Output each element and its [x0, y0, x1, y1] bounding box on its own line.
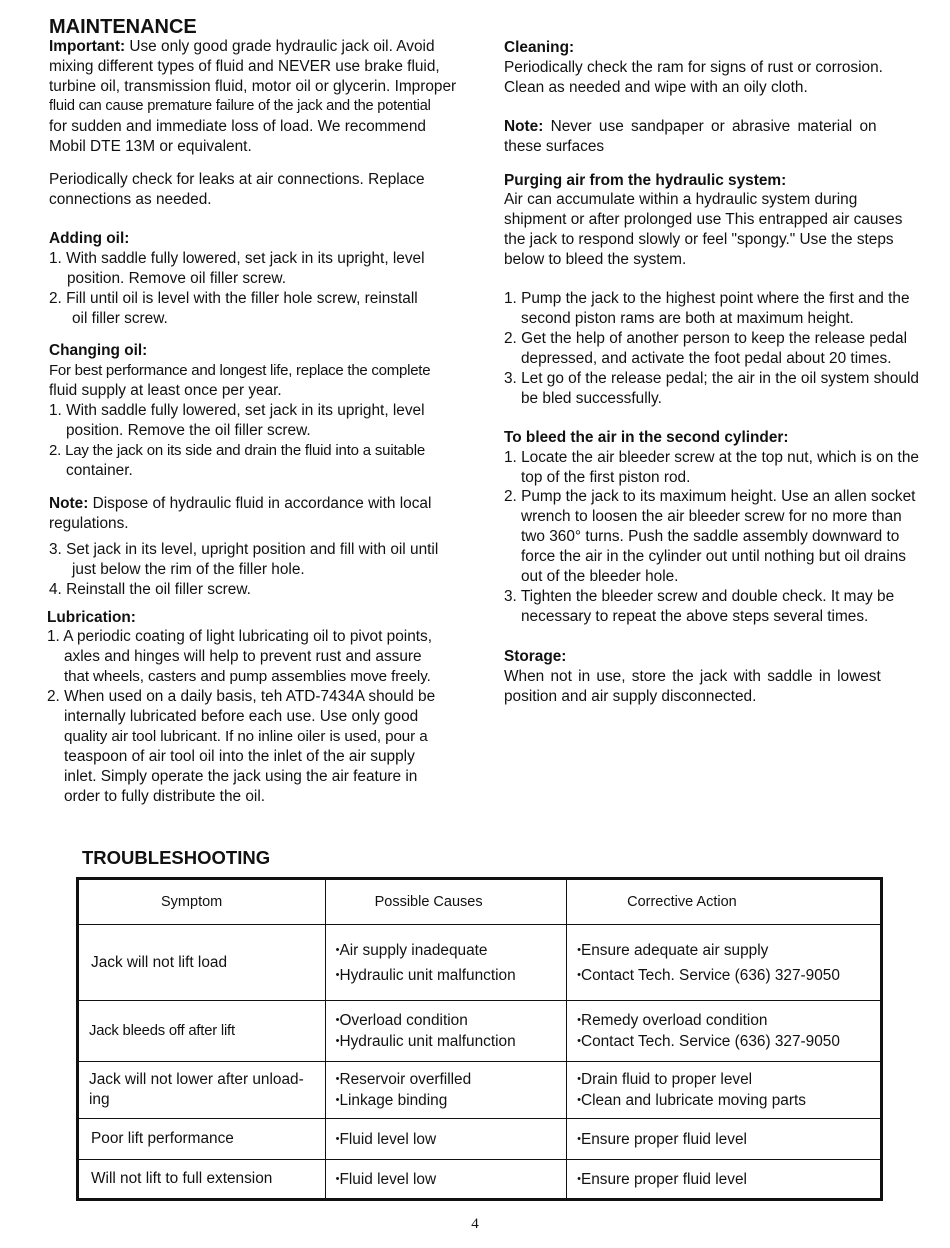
lubrication-line: axles and hinges will help to prevent rust and assure: [64, 648, 422, 665]
table-header-row: [78, 879, 882, 925]
symptom-cell: Jack will not lower after unload- ing: [78, 1062, 326, 1119]
purging-step: 2. Get the help of another person to keep the release pedal: [504, 330, 908, 347]
action-item: • Ensure proper fluid level: [577, 1169, 870, 1190]
purging-step: second piston rams are both at maximum height.: [521, 310, 854, 327]
header-possible-causes: Possible Causes: [325, 879, 567, 925]
lubrication-line: inlet. Simply operate the jack using the air feature in: [64, 768, 418, 785]
sandpaper-note-line-1: Note: Never use sandpaper or abrasive material on: [504, 118, 877, 135]
cleaning-line: Clean as needed and wipe with an oily cloth.: [504, 79, 808, 96]
bleed-step: 1. Locate the air bleeder screw at the top nut, which is on the: [504, 449, 919, 466]
fill-step: 4. Reinstall the oil filler screw.: [49, 581, 251, 598]
action-item: • Clean and lubricate moving parts: [577, 1090, 870, 1111]
lubrication-line: order to fully distribute the oil.: [64, 788, 266, 805]
changing-oil-line: For best performance and longest life, replace the complete: [49, 362, 431, 379]
actions-cell: [567, 1119, 882, 1160]
sandpaper-note-line: these surfaces: [504, 138, 605, 155]
purging-line: below to bleed the system.: [504, 251, 687, 268]
important-paragraph-line-1: Important: Use only good grade hydraulic jack oil. Avoid: [49, 38, 435, 55]
cause-item: • Linkage binding: [336, 1090, 557, 1111]
important-paragraph-line: for sudden and immediate loss of load. We recommend: [49, 118, 426, 135]
important-paragraph-line: mixing different types of fluid and NEVER use brake fluid,: [49, 58, 440, 75]
leaks-paragraph-line: connections as needed.: [49, 191, 212, 208]
important-paragraph-line: turbine oil, transmission fluid, motor oil or glycerin. Improper: [49, 78, 457, 95]
lubrication-line: 1. A periodic coating of light lubricating oil to pivot points,: [47, 628, 432, 645]
action-item: • Contact Tech. Service (636) 327-9050: [577, 965, 870, 986]
bleed-step: 3. Tighten the bleeder screw and double check. It may be: [504, 588, 895, 605]
cause-item: • Air supply inadequate: [336, 940, 557, 961]
causes-cell: [325, 1001, 567, 1062]
dispose-note-line-1: Note: Dispose of hydraulic fluid in accordance with local: [49, 495, 432, 512]
lubrication-line: internally lubricated before each use. Use only good: [64, 708, 419, 725]
lubrication-line: quality air tool lubricant. If no inline oiler is used, pour a: [64, 728, 428, 745]
bleed-heading: To bleed the air in the second cylinder:: [504, 429, 789, 446]
storage-line: When not in use, store the jack with saddle in lowest: [504, 668, 881, 685]
action-item: • Drain fluid to proper level: [577, 1069, 870, 1090]
lubrication-heading: Lubrication:: [47, 609, 136, 626]
important-label: Important:: [49, 38, 126, 55]
purging-heading: Purging air from the hydraulic system:: [504, 172, 787, 189]
cause-item: • Reservoir overfilled: [336, 1069, 557, 1090]
troubleshooting-table: [76, 877, 883, 1201]
table-row: [78, 925, 882, 1001]
storage-heading: Storage:: [504, 648, 567, 665]
cause-item: • Overload condition: [336, 1010, 557, 1031]
table-row: [78, 1001, 882, 1062]
bleed-step: top of the first piston rod.: [521, 469, 691, 486]
note-label: Note:: [504, 118, 544, 135]
action-item: • Ensure proper fluid level: [577, 1129, 870, 1150]
symptom-cell: Will not lift to full extension: [78, 1160, 326, 1200]
causes-cell: [325, 1119, 567, 1160]
actions-cell: [567, 1001, 882, 1062]
bleed-step: wrench to loosen the air bleeder screw for no more than: [521, 508, 902, 525]
changing-oil-heading: Changing oil:: [49, 342, 148, 359]
bleed-step: 2. Pump the jack to its maximum height. Use an allen socket: [504, 488, 916, 505]
changing-oil-line: container.: [66, 462, 133, 479]
leaks-paragraph-line: Periodically check for leaks at air connections. Replace: [49, 171, 425, 188]
fill-step: just below the rim of the filler hole.: [72, 561, 305, 578]
bleed-step: two 360° turns. Push the saddle assembly downward to: [521, 528, 900, 545]
purging-line: shipment or after prolonged use This entrapped air causes: [504, 211, 903, 228]
cause-item: • Fluid level low: [336, 1129, 557, 1150]
cause-item: • Hydraulic unit malfunction: [336, 965, 557, 986]
cause-item: • Hydraulic unit malfunction: [336, 1031, 557, 1052]
changing-oil-line: fluid supply at least once per year.: [49, 382, 282, 399]
table-row: [78, 1160, 882, 1200]
dispose-note-line: regulations.: [49, 515, 129, 532]
action-item: • Contact Tech. Service (636) 327-9050: [577, 1031, 870, 1052]
symptom-cell: Jack will not lift load: [78, 925, 326, 1001]
adding-oil-step: oil filler screw.: [72, 310, 168, 327]
page-title: MAINTENANCE: [49, 16, 197, 38]
causes-cell: [325, 1160, 567, 1200]
adding-oil-step: position. Remove oil filler screw.: [67, 270, 286, 287]
fill-step: 3. Set jack in its level, upright position and fill with oil until: [49, 541, 439, 558]
table-row: [78, 1119, 882, 1160]
lubrication-line: that wheels, casters and pump assemblies move freely.: [64, 668, 431, 685]
bleed-step: force the air in the cylinder out until nothing but oil drains: [521, 548, 906, 565]
cleaning-heading: Cleaning:: [504, 39, 575, 56]
changing-oil-line: position. Remove the oil filler screw.: [66, 422, 311, 439]
bleed-step: out of the bleeder hole.: [521, 568, 679, 585]
action-item: • Remedy overload condition: [577, 1010, 870, 1031]
lubrication-line: teaspoon of air tool oil into the inlet of the air supply: [64, 748, 415, 765]
purging-step: be bled successfully.: [521, 390, 662, 407]
purging-line: Air can accumulate within a hydraulic system during: [504, 191, 858, 208]
purging-step: 3. Let go of the release pedal; the air in the oil system should: [504, 370, 919, 387]
lubrication-line: 2. When used on a daily basis, teh ATD-7434A should be: [47, 688, 436, 705]
important-paragraph-line: Mobil DTE 13M or equivalent.: [49, 138, 252, 155]
page-number: 4: [471, 1216, 479, 1232]
table-row: [78, 1062, 882, 1119]
adding-oil-step: 1. With saddle fully lowered, set jack in its upright, level: [49, 250, 425, 267]
purging-step: depressed, and activate the foot pedal about 20 times.: [521, 350, 892, 367]
actions-cell: [567, 1062, 882, 1119]
adding-oil-heading: Adding oil:: [49, 230, 130, 247]
changing-oil-line: 2. Lay the jack on its side and drain the fluid into a suitable: [49, 442, 425, 459]
purging-step: 1. Pump the jack to the highest point where the first and the: [504, 290, 910, 307]
cleaning-line: Periodically check the ram for signs of rust or corrosion.: [504, 59, 883, 76]
symptom-cell: Jack bleeds off after lift: [78, 1001, 326, 1062]
bleed-step: necessary to repeat the above steps several times.: [521, 608, 869, 625]
adding-oil-step: 2. Fill until oil is level with the filler hole screw, reinstall: [49, 290, 418, 307]
changing-oil-line: 1. With saddle fully lowered, set jack in its upright, level: [49, 402, 425, 419]
action-item: • Ensure adequate air supply: [577, 940, 870, 961]
symptom-cell: Poor lift performance: [78, 1119, 326, 1160]
actions-cell: [567, 1160, 882, 1200]
actions-cell: [567, 925, 882, 1001]
cause-item: • Fluid level low: [336, 1169, 557, 1190]
troubleshooting-title: TROUBLESHOOTING: [82, 847, 271, 868]
purging-line: the jack to respond slowly or feel "spongy." Use the steps: [504, 231, 894, 248]
important-paragraph-line: fluid can cause premature failure of the jack and the potential: [49, 98, 431, 114]
header-corrective-action: Corrective Action: [567, 879, 882, 925]
storage-line: position and air supply disconnected.: [504, 688, 757, 705]
header-symptom: Symptom: [78, 879, 326, 925]
causes-cell: [325, 925, 567, 1001]
causes-cell: [325, 1062, 567, 1119]
note-label: Note:: [49, 495, 89, 512]
